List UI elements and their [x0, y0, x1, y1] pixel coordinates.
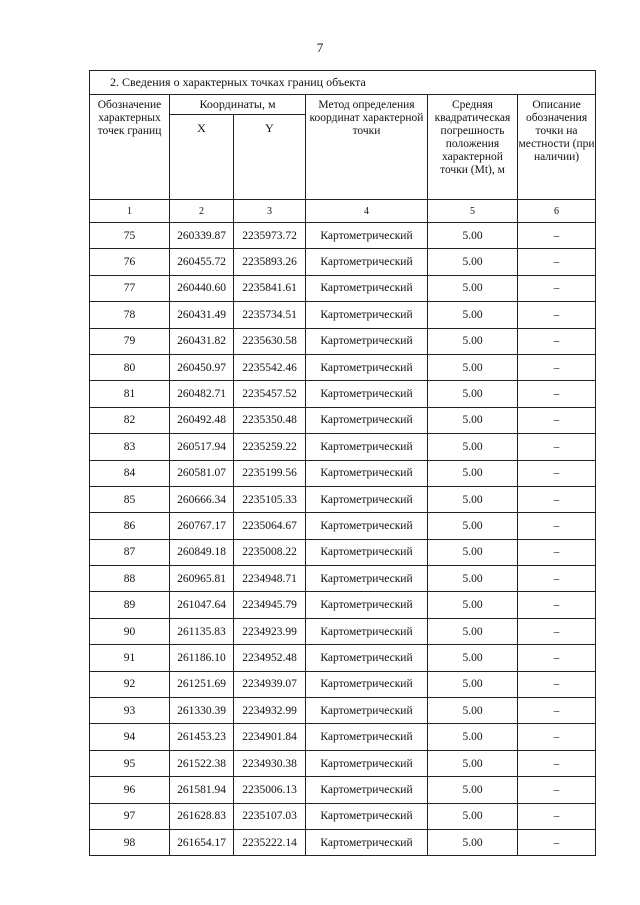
coordinate-y: 2235105.33 [234, 486, 306, 512]
table-row [90, 618, 596, 644]
point-number: 97 [90, 803, 170, 829]
coordinate-x: 260431.82 [170, 328, 234, 354]
point-number: 92 [90, 671, 170, 697]
table-row [90, 724, 596, 750]
column-number: 1 [90, 200, 170, 223]
rmse-cell: 5.00 [428, 434, 518, 460]
coordinate-x: 260450.97 [170, 354, 234, 380]
table-row [90, 592, 596, 618]
coordinate-y: 2234945.79 [234, 592, 306, 618]
rmse-cell: 5.00 [428, 302, 518, 328]
coordinate-x: 261581.94 [170, 777, 234, 803]
coordinate-x: 261522.38 [170, 750, 234, 776]
table-row [90, 434, 596, 460]
boundary-points-table [89, 70, 596, 856]
coordinate-x: 260767.17 [170, 513, 234, 539]
method-cell: Картометрический [306, 381, 428, 407]
method-cell: Картометрический [306, 328, 428, 354]
point-number: 79 [90, 328, 170, 354]
table-row [90, 407, 596, 433]
point-number: 89 [90, 592, 170, 618]
coordinate-y: 2234939.07 [234, 671, 306, 697]
coordinate-x: 260849.18 [170, 539, 234, 565]
rmse-cell: 5.00 [428, 460, 518, 486]
coordinate-y: 2235630.58 [234, 328, 306, 354]
description-cell: – [518, 566, 596, 592]
description-cell: – [518, 381, 596, 407]
method-cell: Картометрический [306, 592, 428, 618]
coordinate-y: 2235008.22 [234, 539, 306, 565]
coordinate-y: 2234930.38 [234, 750, 306, 776]
coordinate-y: 2235006.13 [234, 777, 306, 803]
column-number: 3 [234, 200, 306, 223]
rmse-cell: 5.00 [428, 750, 518, 776]
coordinate-y: 2235064.67 [234, 513, 306, 539]
coordinate-x: 260517.94 [170, 434, 234, 460]
description-cell: – [518, 829, 596, 855]
rmse-cell: 5.00 [428, 539, 518, 565]
method-cell: Картометрический [306, 698, 428, 724]
coordinate-x: 260431.49 [170, 302, 234, 328]
method-cell: Картометрический [306, 777, 428, 803]
table-body [90, 223, 596, 856]
rmse-cell: 5.00 [428, 829, 518, 855]
description-cell: – [518, 618, 596, 644]
table-row [90, 354, 596, 380]
method-cell: Картометрический [306, 724, 428, 750]
point-number: 78 [90, 302, 170, 328]
point-number: 90 [90, 618, 170, 644]
coordinate-x: 261654.17 [170, 829, 234, 855]
coordinate-y: 2234932.99 [234, 698, 306, 724]
rmse-cell: 5.00 [428, 671, 518, 697]
coordinate-y: 2235259.22 [234, 434, 306, 460]
coordinate-x: 260666.34 [170, 486, 234, 512]
coordinate-y: 2235107.03 [234, 803, 306, 829]
method-cell: Картометрический [306, 671, 428, 697]
method-cell: Картометрический [306, 829, 428, 855]
point-number: 87 [90, 539, 170, 565]
table-row [90, 750, 596, 776]
rmse-cell: 5.00 [428, 223, 518, 249]
coordinate-x: 260339.87 [170, 223, 234, 249]
coordinate-x: 260492.48 [170, 407, 234, 433]
description-cell: – [518, 698, 596, 724]
header-description: Описание обозначения точки на местности (при наличии) [518, 95, 596, 200]
method-cell: Картометрический [306, 750, 428, 776]
coordinate-x: 261186.10 [170, 645, 234, 671]
table-row [90, 566, 596, 592]
table-row [90, 486, 596, 512]
table-row [90, 302, 596, 328]
rmse-cell: 5.00 [428, 698, 518, 724]
method-cell: Картометрический [306, 539, 428, 565]
rmse-cell: 5.00 [428, 645, 518, 671]
rmse-cell: 5.00 [428, 381, 518, 407]
table-row [90, 381, 596, 407]
point-number: 84 [90, 460, 170, 486]
table-row [90, 328, 596, 354]
method-cell: Картометрический [306, 249, 428, 275]
rmse-cell: 5.00 [428, 566, 518, 592]
table-row [90, 249, 596, 275]
coordinate-y: 2235457.52 [234, 381, 306, 407]
coordinate-y: 2235350.48 [234, 407, 306, 433]
page-number: 7 [316, 40, 324, 55]
table-row [90, 829, 596, 855]
point-number: 95 [90, 750, 170, 776]
description-cell: – [518, 407, 596, 433]
description-cell: – [518, 249, 596, 275]
description-cell: – [518, 592, 596, 618]
method-cell: Картометрический [306, 566, 428, 592]
table-row [90, 803, 596, 829]
point-number: 96 [90, 777, 170, 803]
table-row [90, 777, 596, 803]
coordinate-x: 260965.81 [170, 566, 234, 592]
method-cell: Картометрический [306, 354, 428, 380]
coordinate-y: 2235893.26 [234, 249, 306, 275]
description-cell: – [518, 460, 596, 486]
coordinate-x: 260455.72 [170, 249, 234, 275]
rmse-cell: 5.00 [428, 513, 518, 539]
rmse-cell: 5.00 [428, 618, 518, 644]
point-number: 75 [90, 223, 170, 249]
coordinate-y: 2235973.72 [234, 223, 306, 249]
description-cell: – [518, 671, 596, 697]
section-title: 2. Сведения о характерных точках границ объекта [90, 71, 596, 95]
point-number: 91 [90, 645, 170, 671]
method-cell: Картометрический [306, 618, 428, 644]
coordinate-y: 2235734.51 [234, 302, 306, 328]
rmse-cell: 5.00 [428, 249, 518, 275]
method-cell: Картометрический [306, 275, 428, 301]
rmse-cell: 5.00 [428, 354, 518, 380]
table-row [90, 539, 596, 565]
point-number: 85 [90, 486, 170, 512]
description-cell: – [518, 354, 596, 380]
description-cell: – [518, 434, 596, 460]
header-coordinates: Координаты, м [170, 95, 306, 115]
table-row [90, 698, 596, 724]
description-cell: – [518, 275, 596, 301]
description-cell: – [518, 223, 596, 249]
method-cell: Картометрический [306, 223, 428, 249]
coordinate-x: 260482.71 [170, 381, 234, 407]
coordinate-y: 2235222.14 [234, 829, 306, 855]
description-cell: – [518, 513, 596, 539]
description-cell: – [518, 777, 596, 803]
table-row [90, 223, 596, 249]
coordinate-x: 261047.64 [170, 592, 234, 618]
rmse-cell: 5.00 [428, 803, 518, 829]
point-number: 98 [90, 829, 170, 855]
coordinate-y: 2234923.99 [234, 618, 306, 644]
table-row [90, 645, 596, 671]
method-cell: Картометрический [306, 803, 428, 829]
header-x: X [170, 115, 234, 200]
coordinate-x: 260440.60 [170, 275, 234, 301]
coordinate-x: 261135.83 [170, 618, 234, 644]
description-cell: – [518, 539, 596, 565]
coordinate-x: 260581.07 [170, 460, 234, 486]
point-number: 77 [90, 275, 170, 301]
table-row [90, 671, 596, 697]
point-number: 82 [90, 407, 170, 433]
rmse-cell: 5.00 [428, 328, 518, 354]
rmse-cell: 5.00 [428, 407, 518, 433]
rmse-cell: 5.00 [428, 724, 518, 750]
method-cell: Картометрический [306, 302, 428, 328]
coordinate-y: 2235841.61 [234, 275, 306, 301]
table-row [90, 460, 596, 486]
coordinate-x: 261251.69 [170, 671, 234, 697]
method-cell: Картометрический [306, 407, 428, 433]
column-number: 6 [518, 200, 596, 223]
coordinate-y: 2234901.84 [234, 724, 306, 750]
method-cell: Картометрический [306, 645, 428, 671]
header-rmse: Средняя квадратическая погрешность положения характерной точки (Mt), м [428, 95, 518, 200]
point-number: 76 [90, 249, 170, 275]
method-cell: Картометрический [306, 434, 428, 460]
coordinate-y: 2234948.71 [234, 566, 306, 592]
coordinate-x: 261330.39 [170, 698, 234, 724]
rmse-cell: 5.00 [428, 592, 518, 618]
column-number: 4 [306, 200, 428, 223]
description-cell: – [518, 486, 596, 512]
table-row [90, 275, 596, 301]
point-number: 83 [90, 434, 170, 460]
coordinate-x: 261628.83 [170, 803, 234, 829]
rmse-cell: 5.00 [428, 486, 518, 512]
coordinate-y: 2235199.56 [234, 460, 306, 486]
description-cell: – [518, 724, 596, 750]
description-cell: – [518, 302, 596, 328]
column-number: 2 [170, 200, 234, 223]
table-row [90, 513, 596, 539]
point-number: 94 [90, 724, 170, 750]
coordinate-x: 261453.23 [170, 724, 234, 750]
point-number: 86 [90, 513, 170, 539]
rmse-cell: 5.00 [428, 777, 518, 803]
header-y: Y [234, 115, 306, 200]
rmse-cell: 5.00 [428, 275, 518, 301]
description-cell: – [518, 750, 596, 776]
point-number: 93 [90, 698, 170, 724]
point-number: 80 [90, 354, 170, 380]
column-numbers-row [90, 200, 596, 223]
header-method: Метод определения координат характерной точки [306, 95, 428, 200]
point-number: 81 [90, 381, 170, 407]
description-cell: – [518, 803, 596, 829]
column-number: 5 [428, 200, 518, 223]
description-cell: – [518, 328, 596, 354]
description-cell: – [518, 645, 596, 671]
header-point-designation: Обозначение характерных точек границ [90, 95, 170, 200]
coordinate-y: 2234952.48 [234, 645, 306, 671]
method-cell: Картометрический [306, 460, 428, 486]
method-cell: Картометрический [306, 513, 428, 539]
coordinate-y: 2235542.46 [234, 354, 306, 380]
method-cell: Картометрический [306, 486, 428, 512]
point-number: 88 [90, 566, 170, 592]
